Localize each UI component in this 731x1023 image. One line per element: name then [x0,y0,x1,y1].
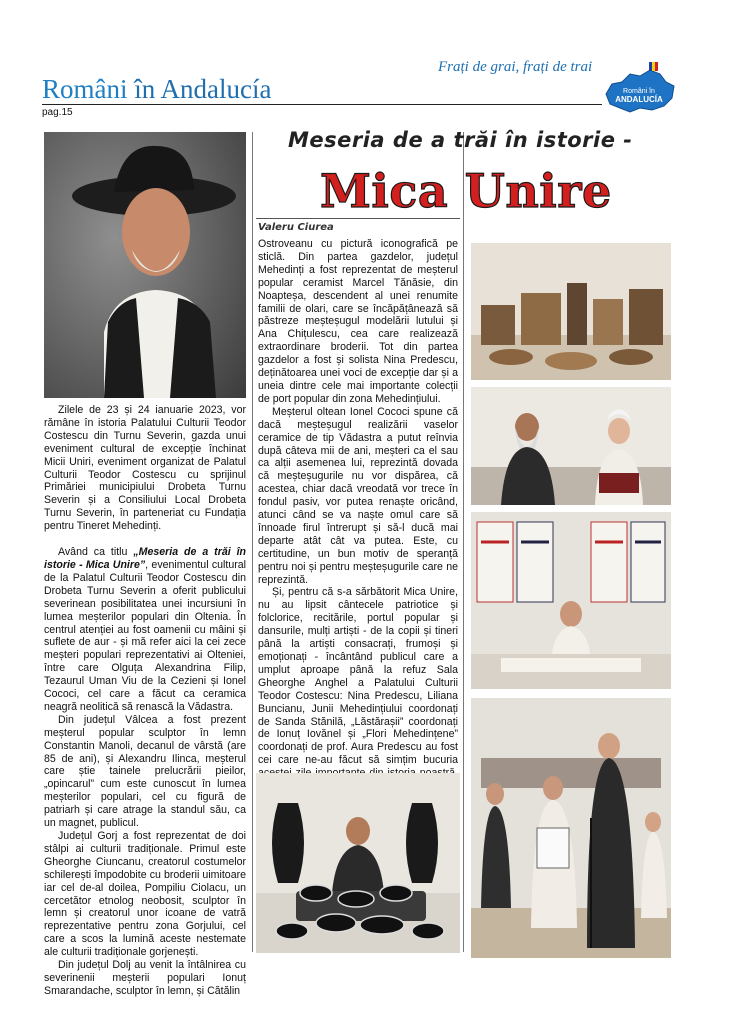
middle-column-text [258,238,458,806]
paragraph: Din județul Vâlcea a fost prezent meșterul popular sculptor în lemn Constantin Manoli, decanul de vârstă (are 85 de ani), și Alexandru Ilinca, meșterul care știe tainele prelucrării pieilor, „opincarul” cum este cunoscut în lumea meșterilor populari, cel cu figură de patriarh și care atrage la standul său, ca un magnet, publicul. [44,713,246,830]
event-title-emphasis: „Meseria de a trăi în istorie - Mica Unire” [44,546,246,571]
paragraph: Având ca titlu „Meseria de a trăi în istorie - Mica Unire”, evenimentul cultural de la Palatul Culturii Teodor Costescu din Drobeta Turnu Severin a oferit publicului severinean posibilitatea unei incursiuni în lumea meșterilor populari din Oltenia. În centrul atenției au fost oamenii cu mâini și suflete de aur - și mă refer aici la cei zece meșteri populari reprezentativi ai Olteniei, între care Olguța Alexandrina Filip, Tezaurul Uman Viu de la Cezieni și Ionel Cococi, cel care a făcut ca ceramica neagră neolitică să renască la Vădastra. [44,546,246,713]
article-title-main: Mica Unire [320,164,612,218]
left-column-text [44,404,246,998]
paragraph: Județul Gorj a fost reprezentat de doi stâlpi ai culturii tradiționale. Primul este Gheorghe Ciuncanu, creatorul costumelor schilerești împodobite cu broderii uimitoare iar cel de-al doilea, Pompiliu Ciolacu, un cercetător etnolog neobosit, sculptor în lemn și creatorul unor icoane de vatră reprezentative pentru zona Gorjului, cel care a scos la lumină aceste nestemate ale culturii tradiționale gorjenești. [44,830,246,959]
paragraph: Zilele de 23 și 24 ianuarie 2023, vor rămâne în istoria Palatului Culturii Teodor Costescu din Turnu Severin, gazda unui eveniment cultural de excepție închinat Micii Uniri, eveniment organizat de Palatul Culturii Teodor Costescu cu sprijinul Primăriei municipiului Drobeta Turnu Severin și a Consiliului Local Drobeta Turnu Severin, în parteneriat cu Fundația pentru Tineret Mehedinți. [44,404,246,533]
map-label-line1: Români în [623,88,655,95]
tagline: Frați de grai, frați de trai [438,59,593,75]
paragraph: Și, pentru că s-a sărbătorit Mica Unire, nu au lipsit cântecele patriotice și folclorice, recitările, portul popular și dansurile, mulți artiști - de la copii și tineri până la artiști consacrați, frumoși și emoționați - încântând publicul care a umplut aproape până la refuz Sala Gheorghe Anghel a Palatului Culturii Teodor Costescu: Nina Predescu, Liliana Buncianu, Junii Mehedințiului coordonați de Sanda Stănilă, „Lăstărașii” coordonați de Ionuț Iovănel și „Flori Mehedințene” coordonați de prof. Aura Predescu au fost cei care ne-au făcut să simțim bucuria [258,586,458,767]
article-author: Valeru Ciurea [258,222,334,233]
andalucia-map-logo [600,60,678,116]
brand-word-romani: Români [42,74,128,104]
wood-carvings-photo [471,243,671,380]
magazine-brand [42,74,271,104]
brand-word-andalucia: în Andalucía [127,74,272,104]
embroidery-photo [471,512,671,689]
article-title-line1: Meseria de a trăi în istorie - [288,128,633,152]
event-audience-photo [471,698,671,958]
paragraph: Ostroveanu cu pictură iconografică pe sticlă. Din partea gazdelor, județul Mehedinți a fost reprezentat de meșterul popular ceramist Marcel Tănăsie, din Noapteșa, descendent al unei renumite familii de olari, care se încăpățânează să păstreze meșteșugul modelării lutului și Ana Chițulescu, cea care realizează extraordinare broderii. Tot din partea gazdelor a fost și solista Nina Predescu, deținătoarea unei voci de excepție dar și a uneia dintre cele mai importante colecții de port popular din zona Mehedințiului. [258,238,458,405]
paragraph: Meșterul oltean Ionel Cococi spune că dacă meșteșugul realizării vaselor ceramice de tip Vădastra a putut reînvia după câteva mii de ani, meșteri ca el sau ca alții asemenea lui, reprezintă dovada că meșteșugurile nu vor dispărea, că acestea, chiar dacă vreodată vor trece în fondul pasiv, vor putea renaște oricând, atunci când se va naște omul care să înnoade firul întrerupt și să-l ducă mai departe atât cât va putea. Este, cu certitudine, un bun motiv de speranță pentru noi și pentru meșteșugurile care ne reprezintă. [258,405,458,586]
ceramics-photo [256,773,460,953]
craftsmen-photo [471,387,671,505]
portrait-photo [44,132,246,398]
map-label-line2: ANDALUCÍA [615,95,663,104]
column-divider-1 [252,132,253,952]
column-divider-2 [463,132,464,952]
author-rule [256,218,460,219]
page-number: pag.15 [42,107,73,118]
header-rule [42,104,602,105]
paragraph: Din județul Dolj au venit la întâlnirea cu severinenii meșterii populari Ionuț Smarandache, sculptor în lemn, și Cătălin [44,959,246,997]
